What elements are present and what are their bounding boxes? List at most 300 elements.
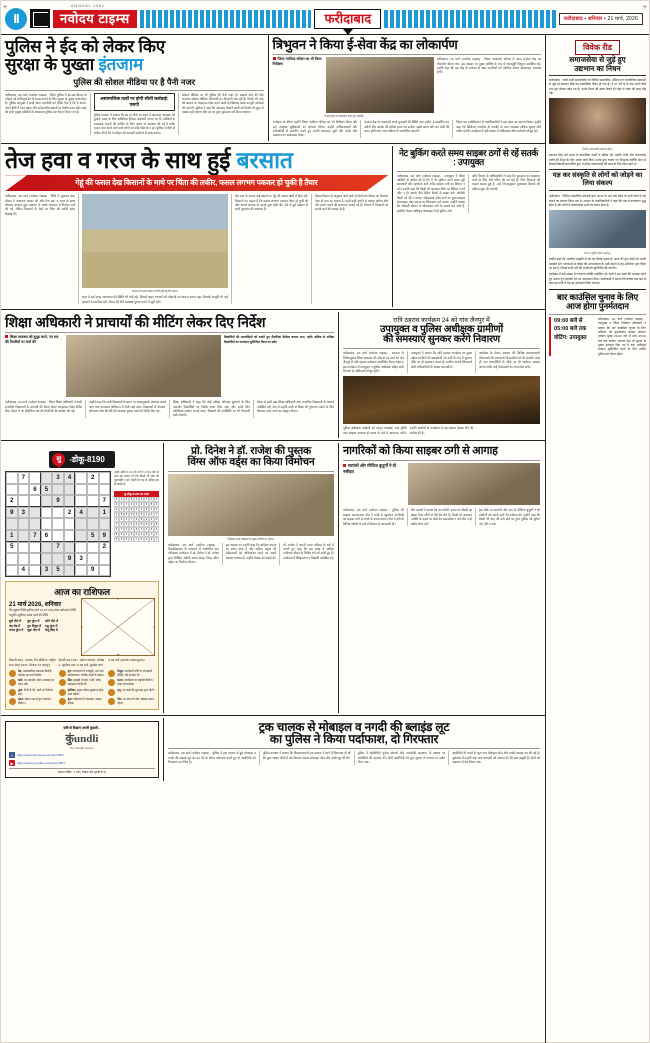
sudoku-answer-cell: 7 — [150, 532, 153, 536]
esewa-col-4 — [452, 120, 541, 138]
cyber-headline: नेट बुकिंग करते समय साइबर ठगों से रहें सतर्क : उपायुक्त — [398, 147, 539, 168]
loot-col-1: फरीदाबाद, 20 मार्च (नवोदय टाइम्स) : पुलिस ने ट्रक चालक से हुई मोबाइल व नगदी की ब्लाइंड लूट का 24 घंटे के भीतर पर्दाफाश करते हुए दो आरोपियों को गिरफ्तार कर लिया है। — [168, 751, 256, 765]
sudoku-cell[interactable] — [87, 507, 99, 519]
rashi-item[interactable] — [59, 670, 106, 678]
sudoku-cell[interactable] — [64, 565, 76, 577]
edition-city-tag[interactable]: फरीदाबाद — [314, 9, 381, 29]
sudoku-answer-cell: 4 — [150, 512, 153, 516]
sudoku-cell[interactable]: 2 — [87, 472, 99, 484]
sudoku-cell[interactable] — [41, 542, 53, 554]
sudoku-answer-cell: 5 — [120, 532, 123, 536]
sudoku-cell[interactable] — [41, 472, 53, 484]
sidebar-tag-wrap — [549, 37, 646, 55]
zodiac-icon — [9, 679, 16, 686]
rashi-item[interactable] — [59, 679, 106, 687]
sudoku-cell[interactable]: 3 — [52, 472, 64, 484]
planet-position: गुरु मिथुन में — [27, 623, 42, 628]
loot-cols — [168, 751, 540, 764]
weather-story[interactable] — [1, 146, 393, 307]
planet-position: केतु सिंह में — [45, 628, 58, 633]
sudoku-cell[interactable] — [41, 553, 53, 565]
city-tag-wrap — [314, 9, 381, 29]
loot-col-4: आरोपियों के कब्जे से लूटा गया मोबाइल फोन और नगदी बरामद कर ली गई है। पूछताछ में उन्होंने कई अन्य वारदातों को अंजाम देने की बात कबूली है। दोनों को अदालत में पेश किया गया। — [452, 751, 540, 765]
zodiac-icon — [9, 698, 16, 705]
sudoku-cell[interactable] — [29, 553, 41, 565]
ad-youtube-link[interactable] — [9, 760, 155, 766]
sidebar-headline-1: समाजसेवा से जुड़े हुए — [569, 55, 626, 64]
sudoku-cell[interactable] — [87, 553, 99, 565]
esewa-col-2 — [273, 120, 358, 138]
sudoku-answer-cell: 6 — [130, 532, 133, 536]
loot-story[interactable] — [164, 718, 544, 781]
sudoku-answer-cell: 9 — [120, 502, 123, 506]
sidebar-headline-2: उद्यभान का निधन — [574, 63, 621, 73]
sudoku-badge-icon: सु — [52, 453, 65, 466]
sudoku-answer-cell: 3 — [135, 497, 138, 501]
sudoku-answer-cell: 9 — [145, 522, 148, 526]
education-note-wrap — [224, 335, 334, 397]
sidebar-body-3: फरीदाबाद : विभिन्न सामाजिक संगठनों द्वारा 2026 के अंत तक प्रदेश के सभी गांवों में यज्ञ कराने का संकल्प लिया गया है। संगठन के पदाधिकारियों ने कहा कि यज्ञ से वातावरण शुद्ध होता है और लोगों में सकारात्मक ऊर्जा का संचार होता है। — [549, 194, 646, 207]
sudoku-answer-cell: 3 — [125, 522, 128, 526]
sudoku-cell[interactable] — [64, 542, 76, 554]
sudoku-cell[interactable] — [52, 507, 64, 519]
sudoku-cell[interactable] — [75, 484, 87, 496]
sudoku-cell[interactable] — [41, 518, 53, 530]
sudoku-answer-cell: 5 — [150, 527, 153, 531]
sudoku-cell[interactable] — [29, 565, 41, 577]
sudoku-cell[interactable] — [64, 495, 76, 507]
sudoku-side — [114, 471, 159, 577]
education-top-row — [5, 335, 334, 397]
planet-position: राहु कुंभ में — [45, 623, 58, 628]
sudoku-answer-cell: 7 — [145, 497, 148, 501]
sudoku-answer-cell: 7 — [130, 517, 133, 521]
sudoku-answer-cell: 5 — [155, 517, 158, 521]
rashi-item[interactable] — [108, 679, 155, 687]
ad-facebook-link[interactable] — [9, 752, 155, 758]
sudoku-grid[interactable] — [5, 471, 111, 577]
esewa-col-1-text: फरीदाबाद, 20 मार्च (नवोदय टाइम्स) : जिला न्यायालय परिसर में आज ई-सेवा केंद्र का लोकार्पण किया गया। इस अवसर पर मुख्य अतिथि के रूप में न्यायमूर्ति त्रिभुवन उपस्थित रहे। उन्होंने कहा कि इस केंद्र के माध्यम से आम नागरिकों को न्यायिक सेवाएं ऑनलाइन उपलब्ध होंगी। — [436, 57, 541, 75]
weather-col-2 — [231, 194, 308, 304]
education-photo-wrap — [66, 335, 221, 397]
education-col-1: फरीदाबाद, 20 मार्च (नवोदय टाइम्स) : जिला शिक्षा अधिकारी ने सभी राजकीय विद्यालयों के प्राचार्यों की बैठक लेकर आवश्यक दिशा-निर्देश दिए। बैठक में नए शैक्षणिक सत्र की तैयारियों की समीक्षा की गई। — [5, 400, 82, 414]
rashi-item[interactable] — [9, 698, 56, 706]
awareness-col-3: इस मौके पर सरपंचों और गांव के मौजिज बुजुर्गों ने भी ग्रामीणों को सतर्क रहने की नसीहत दी। उन्होंने कहा कि किसी भी तरह की ठगी होने पर तुरंत पुलिस को सूचित करें, देरी न करें। — [479, 508, 540, 526]
sudoku-cell[interactable] — [52, 484, 64, 496]
sudoku-cell[interactable] — [52, 518, 64, 530]
education-headline: शिक्षा अधिकारी ने प्राचार्यों की मीटिंग लेकर दिए निर्देश — [5, 314, 266, 331]
kundli-tv-ad[interactable] — [5, 721, 159, 778]
sudoku-answer-cell: 1 — [140, 527, 143, 531]
awareness-col-2: टीम प्रभारी ने बताया कि ठग लॉटरी, इनाम या नौकरी का झांसा देकर लोगों से पैसे ऐंठ लेते हैं। किसी भी अनजान व्यक्ति के कहने पर कोई ऐप डाउनलोड न करें और न ही स्क्रीन शेयर करें। — [411, 508, 472, 526]
lead-col-3 — [178, 93, 264, 135]
horoscope-tithi: चैत्र शुक्ल तिथि तृतीया (रात 11.57 तक) तथा तदोपरांत तिथि चतुर्थी। सूर्योदय समय वारों की तिथि : — [9, 608, 76, 617]
sudoku-cell[interactable] — [75, 542, 87, 554]
rashi-name: सिंह: — [67, 678, 74, 683]
weather-col-3 — [311, 194, 388, 304]
rashi-text: मेष: व्यावसायिक सफलता मिलेगी, परिश्रम का फल मिलेगा। — [18, 668, 53, 677]
sudoku-answer-cell: 9 — [140, 532, 143, 536]
sudoku-answer-cell: 7 — [125, 502, 128, 506]
rashi-name: धनु: — [117, 687, 123, 692]
sudoku-cell[interactable]: 4 — [75, 507, 87, 519]
sudoku-answer-cell: 5 — [125, 497, 128, 501]
sudoku-cell[interactable] — [6, 553, 18, 565]
sudoku-answer-head: सु-डोकू-8189 का उत्तर — [114, 491, 159, 497]
election-time-end: 05:00 बजे तक — [554, 326, 587, 333]
rashi-name: मीन: — [117, 697, 123, 702]
sudoku-answer-cell: 6 — [145, 507, 148, 511]
sudoku-cell[interactable] — [29, 472, 41, 484]
rashi-text: वृष: जल्दबाजी में मजबूती, अर्थ दशा संतोषजनक, धार्मिक कार्यों में रुझान। — [67, 668, 105, 677]
sudoku-cell[interactable] — [18, 484, 30, 496]
lead-headline-line1: पुलिस ने ईद को लेकर किए — [5, 37, 165, 56]
bottom-row — [1, 718, 545, 781]
sudoku-cell[interactable] — [41, 495, 53, 507]
sudoku-answer-cell: 7 — [120, 527, 123, 531]
sudoku-cell[interactable]: 9 — [87, 565, 99, 577]
awareness-col-1: फरीदाबाद, 20 मार्च (नवोदय टाइम्स) : पुलिस की साइबर जागरूकता टीम ने गांवों में पहुंचकर नागरिकों को साइबर ठगी से बचने के उपाय बताए। टीम ने ठगी के विभिन्न तरीकों के बारे में विस्तार से जानकारी दी। — [343, 508, 404, 526]
book-col-2: इस अवसर पर उन्होंने कहा कि साहित्य समाज का दर्पण होता है और कविता मनुष्य की संवेदनाओं को अभिव्यक्त करने का सबसे सशक्त माध्यम है। उन्होंने लेखक को बधाई दी। — [225, 542, 277, 560]
zodiac-icon — [108, 679, 115, 686]
lead-subhead: पुलिस की सोशल मीडिया पर है पैनी नजर — [73, 76, 196, 87]
education-col-3: शिक्षा अधिकारी ने कहा कि बोर्ड परीक्षा परिणाम सुधारने के लिए कमजोर विद्यार्थियों पर विशेष ध्यान दिया जाए और उनके लिए अतिरिक्त कक्षाएं लगाई जाएं। शिक्षकों की उपस्थिति पर भी निगरानी रखी जाएगी। — [173, 400, 250, 418]
planet-column — [9, 619, 23, 633]
education-photo — [66, 335, 221, 397]
nameplate-wrap — [53, 2, 137, 28]
ad-banner-text: छवि से दिखाएं अपनी कुंडली... — [63, 726, 101, 730]
sudoku-cell[interactable] — [87, 518, 99, 530]
sudoku-answer-cell: 4 — [140, 497, 143, 501]
night-headline-1: उपायुक्त व पुलिस अधीक्षक ग्रामीणों — [380, 324, 503, 336]
bullet-square-icon-2 — [5, 335, 8, 338]
page-content — [1, 35, 649, 1043]
sudoku-answer-cell: 4 — [135, 532, 138, 536]
sudoku-cell[interactable]: 7 — [18, 472, 30, 484]
weather-photo-caption: बरसात के कारण खेतों पर गिरी हुई गेहूं की फसल। — [132, 290, 178, 294]
sudoku-answer-cell: 2 — [155, 532, 158, 536]
sudoku-cell[interactable]: 5 — [52, 565, 64, 577]
sudoku-cell[interactable] — [99, 484, 111, 496]
sudoku-answer-cell: 5 — [140, 522, 143, 526]
lead-headline-accent: इंतजाम — [98, 55, 143, 75]
lead-headline-line2: सुरक्षा के पुख्ता इंतजाम — [5, 55, 143, 75]
sudoku-cell[interactable] — [6, 484, 18, 496]
sudoku-answer-cell: 3 — [155, 507, 158, 511]
sudoku-answer-cell: 1 — [130, 522, 133, 526]
rashi-name: कर्क: — [18, 678, 25, 683]
masthead — [1, 1, 649, 35]
dateline — [559, 13, 643, 25]
cyber-story[interactable] — [393, 146, 544, 307]
sudoku-cell[interactable]: 5 — [6, 542, 18, 554]
rashi-text: सिंह: हड़बड़ी में काम न करें, सोच-समझकर निर्णय लें। — [67, 678, 102, 687]
sudoku-cell[interactable] — [18, 530, 30, 542]
logo-block-icon — [30, 9, 50, 28]
sudoku-cell[interactable] — [52, 553, 64, 565]
dateline-date: 21 मार्च, 2026 — [607, 15, 638, 22]
cyber-cols — [397, 174, 540, 214]
rashi-item[interactable] — [59, 689, 106, 697]
horoscope-title: आज का राशिफल — [54, 587, 110, 598]
sudoku-cell[interactable] — [29, 542, 41, 554]
sudoku-answer-grid — [114, 497, 159, 542]
horoscope-planets — [9, 619, 78, 633]
sudoku-cell[interactable]: 3 — [18, 507, 30, 519]
zodiac-icon — [59, 679, 66, 686]
rashi-text: कन्या: कार्यस्थल पर सहयोग मिलेगा, यात्रा लाभदायक। — [117, 678, 154, 687]
sudoku-cell[interactable]: 7 — [99, 495, 111, 507]
sudoku-cell[interactable] — [6, 518, 18, 530]
night-stay-story[interactable] — [339, 312, 544, 438]
sudoku-answer-cell: 3 — [130, 537, 133, 541]
sudoku-cell[interactable] — [29, 495, 41, 507]
awareness-top — [343, 463, 540, 505]
sudoku-answer-cell: 6 — [155, 527, 158, 531]
main-column — [1, 35, 546, 1043]
esewa-photo — [326, 57, 434, 113]
esewa-headline: त्रिभुवन ने किया ई-सेवा केंद्र का लोकार्पण — [272, 37, 458, 52]
sudoku-cell[interactable] — [75, 530, 87, 542]
lead-col-3-text: सोशल मीडिया पर भी पुलिस की पैनी नजर है। साइबर सेल की टीम लगातार सोशल मीडिया प्लेटफॉर्म पर निगरानी रख रही है। किसी भी तरह की भ्रामक या भड़काऊ पोस्ट करने वालों के खिलाफ सख्त कानूनी कार्रवाई की जाएगी। पुलिस ने कहा कि अफवाह फैलाने वालों को किसी भी सूरत में बख्शा नहीं जाएगा और उन पर तुरंत मुकदमा दर्ज किया जाएगा। — [182, 92, 264, 115]
esewa-body-columns — [273, 120, 541, 138]
zodiac-icon — [108, 670, 115, 677]
rashi-item[interactable] — [9, 670, 56, 678]
mid-row — [1, 443, 545, 713]
sudoku-answer-cell: 8 — [150, 502, 153, 506]
book-body-cols — [168, 543, 334, 565]
sudoku-cell[interactable] — [87, 495, 99, 507]
loot-col-2: पुलिस प्रवक्ता ने बताया कि शिकायतकर्ता ट्रक चालक ने थाने में शिकायत दी थी कि कुछ अज्ञात लोगों ने उसे रोककर उसका मोबाइल फोन और नगदी लूट ली थी। — [262, 751, 351, 760]
sudoku-cell[interactable] — [18, 553, 30, 565]
sudoku-cell[interactable]: 9 — [64, 553, 76, 565]
publication-nameplate[interactable]: नवोदय टाइम्स — [53, 10, 137, 28]
rashi-text: धनु: नए कार्य की शुरुआत शुभ रहेगी। — [117, 687, 155, 692]
rashi-name: वृष: — [67, 668, 73, 673]
rashi-text: कर्क: मन उदासीन रहेगा, स्वास्थ्य का ध्यान रखें। — [18, 678, 54, 687]
zodiac-icon — [59, 698, 66, 705]
sudoku-cell[interactable]: 9 — [52, 495, 64, 507]
lead-story[interactable] — [1, 35, 269, 141]
sudoku-cell[interactable] — [29, 507, 41, 519]
sudoku-cell[interactable] — [18, 495, 30, 507]
weather-headline-accent: बरसात — [236, 146, 293, 173]
zodiac-icon — [59, 670, 66, 677]
sudoku-answer-cell: 1 — [125, 532, 128, 536]
sudoku-header — [5, 448, 159, 468]
sudoku-answer-cell: 6 — [135, 512, 138, 516]
sudoku-cell[interactable]: 4 — [64, 472, 76, 484]
established-text: ANNUAL 1981 — [71, 2, 105, 8]
sudoku-answer-cell: 2 — [120, 507, 123, 511]
sudoku-answer-cell: 1 — [155, 537, 158, 541]
election-time-start: 09:00 बजे से — [554, 317, 583, 324]
sudoku-cell[interactable]: 7 — [52, 542, 64, 554]
esewa-bullet: जिला न्यायिक परिसर का भी किया निरीक्षण — [272, 57, 322, 67]
sudoku-answer-cell: 6 — [115, 497, 118, 501]
sudoku-cell[interactable]: 4 — [18, 565, 30, 577]
election-body: फरीदाबाद, 20 मार्च (नवोदय टाइम्स) : उपायुक्त व जिला निर्वाचन अधिकारी ने बताया कि बार काउंसिल चुनाव के लिए शनिवार को पुनर्मतदान कराया जाएगा। मतदान सुबह 09:00 बजे से शाम 05:00 बजे तक चलेगा। मतदान केंद्र पर सुरक्षा के पुख्ता इंतजाम किए गए हैं तथा शांतिपूर्ण मतदान सुनिश्चित करने के लिए पर्याप्त पुलिस बल तैनात रहेगा। — [598, 316, 646, 356]
rashi-text: तुला: मित्रों से भेंट, खर्च पर नियंत्रण रखें। — [18, 687, 53, 696]
rashi-item[interactable] — [108, 698, 155, 706]
sudoku-cell[interactable]: 1 — [99, 507, 111, 519]
rashi-item[interactable] — [108, 670, 155, 678]
horoscope-section[interactable] — [5, 581, 159, 710]
sudoku-cell[interactable]: 6 — [29, 484, 41, 496]
ad-footer: रोजाना देखिए : 1 बजे | लेखक और गुरुजी के स. — [9, 768, 155, 774]
zodiac-icon — [9, 689, 16, 696]
sudoku-answer-cell: 2 — [150, 497, 153, 501]
sudoku-cell[interactable]: 3 — [41, 565, 53, 577]
esewa-story[interactable] — [269, 35, 545, 141]
sudoku-cell[interactable]: 1 — [6, 530, 18, 542]
rashi-text: मिथुन: कारोबारी मोर्चे पर लाभकारी स्थिति, धैर्य से काम लें। — [117, 668, 153, 677]
weather-col-2-text: तेज हवा के कारण कई स्थानों पर गेहूं की फसल खेतों में बिछ गई। किसानों का कहना है कि फसल लगभग पककर तैयार हो चुकी थी और अगले सप्ताह से कटाई शुरू होनी थी। ऐसे में हुई बरसात से भारी नुकसान की आशंका है। — [235, 194, 308, 212]
weather-col-3-text: मौसम विभाग के अनुसार आने वाले दो दिनों तक मौसम का मिजाज ऐसा ही बना रह सकता है। कहीं-कहीं हल्की से मध्यम बारिश और तेज हवाएं चलने की संभावना जताई गई है। विभाग ने किसानों को सतर्क रहने की सलाह दी है। — [315, 194, 388, 212]
sudoku-answer-cell: 9 — [130, 507, 133, 511]
sudoku-cell[interactable] — [75, 565, 87, 577]
sudoku-answer-cell: 6 — [120, 517, 123, 521]
horoscope-top — [9, 598, 155, 656]
publication-logo-icon[interactable]: II — [5, 8, 27, 30]
planet-position: चंद्र मेष में — [9, 623, 21, 628]
esewa-col-1 — [437, 57, 541, 113]
dateline-sep-2: • — [603, 15, 606, 22]
sudoku-answer-cell: 9 — [115, 527, 118, 531]
rashi-name: मकर: — [18, 697, 25, 702]
bullet-square-icon — [273, 57, 276, 60]
zodiac-icon — [108, 689, 115, 696]
sudoku-answer-cell: 6 — [140, 502, 143, 506]
sudoku-answer-cell: 2 — [145, 517, 148, 521]
sudoku-answer-cell: 6 — [150, 522, 153, 526]
sudoku-answer-cell: 4 — [130, 527, 133, 531]
rashi-text: मीन: धन लाभ के योग, स्वास्थ्य उत्तम रहेगा। — [117, 697, 154, 706]
night-photo — [343, 376, 540, 424]
sudoku-cell[interactable] — [99, 472, 111, 484]
sudoku-answer-cell: 3 — [145, 527, 148, 531]
education-col-4: बैठक में सभी खंड शिक्षा अधिकारी तथा राजकीय विद्यालयों के प्राचार्य उपस्थित रहे। अंत में उन्होंने सभी से शिक्षा की गुणवत्ता बढ़ाने के लिए मिलकर कार्य करने का आह्वान किया। — [257, 400, 334, 414]
sudoku-section[interactable] — [1, 443, 164, 713]
facebook-icon: f — [9, 752, 15, 758]
sudoku-cell[interactable] — [6, 472, 18, 484]
rashi-item[interactable] — [59, 698, 106, 706]
sudoku-answer-cell: 7 — [140, 507, 143, 511]
sudoku-cell[interactable] — [6, 565, 18, 577]
sudoku-cell[interactable] — [64, 530, 76, 542]
sudoku-title: -डोकू-8190 — [69, 455, 105, 465]
sudoku-cell[interactable]: 2 — [99, 542, 111, 554]
book-col-3: डॉ. राजेश ने अपनी रचना प्रक्रिया के बारे में बताते हुए कहा कि इस संग्रह में शामिल कविताएं जीवन के विविध रंगों को समेटे हुए हैं। कार्यक्रम में शिक्षकगण व विद्यार्थी उपस्थित रहे। — [283, 542, 335, 560]
awareness-story[interactable] — [339, 443, 544, 713]
sudoku-cell[interactable] — [18, 518, 30, 530]
election-headline-1: बार काउंसिल चुनाव के लिए — [556, 292, 639, 303]
esewa-bullet-wrap — [273, 57, 323, 113]
sudoku-cell[interactable]: 7 — [29, 530, 41, 542]
sudoku-answer-cell: 7 — [115, 522, 118, 526]
sudoku-cell[interactable]: 3 — [75, 553, 87, 565]
sudoku-answer-cell: 3 — [150, 517, 153, 521]
sudoku-cell[interactable]: 5 — [41, 484, 53, 496]
sidebar-mid-headline: यज्ञ कर संस्कृति से लोगों को जोड़ने का लिया संकल्प — [549, 169, 646, 191]
sudoku-answer-cell: 2 — [140, 537, 143, 541]
weather-redbar: गेहूं की फसल देख किसानों के माथे पर चिंता की लकीर, फसल लगभग पककर हो चुकी है तैयार — [5, 175, 388, 191]
planet-position: सूर्य मीन में — [9, 618, 22, 623]
lead-body-columns — [5, 93, 264, 135]
sudoku-cell[interactable] — [64, 484, 76, 496]
sudoku-cell[interactable] — [18, 542, 30, 554]
night-body-cols — [343, 351, 540, 373]
sudoku-cell[interactable] — [75, 518, 87, 530]
facebook-url: https://www.facebook.com/KundliTv — [17, 753, 65, 757]
rashi-item[interactable] — [9, 689, 56, 697]
top-stories-row — [1, 35, 545, 141]
election-timing-box — [549, 317, 595, 356]
decorative-bars-2 — [384, 10, 556, 28]
sudoku-cell[interactable] — [29, 518, 41, 530]
sudoku-cell[interactable] — [41, 507, 53, 519]
loot-col-3: पुलिस ने सीसीटीवी फुटेज खंगाले और तकनीकी सहायता के आधार पर आरोपियों की पहचान की। दोनों आरोपियों को गुप्त सूचना के आधार पर दबोच लिया गया। — [357, 751, 446, 765]
education-story[interactable] — [1, 312, 339, 438]
sudoku-answer-cell: 4 — [120, 522, 123, 526]
sudoku-cell[interactable] — [64, 518, 76, 530]
lead-col-2 — [90, 93, 176, 135]
youtube-icon: ▶ — [10, 760, 14, 766]
education-body-columns — [5, 400, 334, 418]
sudoku-cell[interactable]: 5 — [87, 530, 99, 542]
sidebar-tag[interactable]: विवेक रीड — [575, 40, 620, 55]
sudoku-answer-cell: 1 — [120, 497, 123, 501]
book-col-1: फरीदाबाद, 20 मार्च (नवोदय टाइम्स) : विश्वविद्यालय के सभागार में आयोजित एक गरिमामय कार्यक्रम में प्रो. दिनेश ने डॉ. राजेश द्वारा लिखित अंग्रेजी काव्य संग्रह 'विंग्स ऑफ वर्ड्स' का विमोचन किया। — [168, 542, 219, 565]
sudoku-answer-cell: 7 — [155, 512, 158, 516]
sudoku-cell[interactable]: 2 — [64, 507, 76, 519]
sudoku-cell[interactable] — [87, 542, 99, 554]
sudoku-cell[interactable]: 9 — [6, 507, 18, 519]
horoscope-date: 21 मार्च 2026, शनिवार — [9, 602, 61, 609]
sudoku-cell[interactable] — [99, 553, 111, 565]
ad-logo: कुंundli — [65, 733, 99, 745]
sudoku-cell[interactable] — [52, 530, 64, 542]
sidebar-headline — [549, 56, 646, 76]
book-story[interactable] — [164, 443, 339, 713]
rashi-name: तुला: — [18, 687, 24, 692]
sidebar-body-2: उद्यभान सिंह लंबे समय से सामाजिक कार्यों में सक्रिय रहे। उन्होंने गरीब और जरूरतमंद बच्चों की शिक्षा के लिए अनेक कार्य किए। उनके द्वारा चलाए गए निःशुल्क कोचिंग सेंटर से सैकड़ों विद्यार्थी लाभान्वित हुए। वे हमेशा जरूरतमंदों की मदद के लिए तत्पर रहते थे। — [549, 153, 646, 167]
sudoku-cell[interactable]: 2 — [6, 495, 18, 507]
election-story[interactable] — [549, 293, 646, 356]
esewa-col-3-text: ई-सेवा केंद्र पर वादकारी अपने मुकदमों की स्थिति जान सकेंगे, ई-फाइलिंग कर सकेंगे और आदेश की प्रतियां प्राप्त कर सकेंगे। इससे समय और धन दोनों की बचत होगी तथा न्याय प्रक्रिया में पारदर्शिता आएगी। — [364, 120, 450, 134]
sudoku-answer-cell: 9 — [125, 512, 128, 516]
sudoku-answer-cell: 1 — [115, 517, 118, 521]
planet-position: शुक्र मीन में — [27, 628, 41, 633]
night-col-4: पुलिस अधीक्षक ग्रामीणों को कानून व्यवस्था, नशा मुक्ति तथा साइबर अपराध से बचाव के बारे में जागरूक करेंगे। उन्होंने ग्रामीणों से कार्यक्रम में बढ़-चढ़कर हिस्सा लेने की अपील की है। — [343, 426, 474, 435]
sudoku-cell[interactable] — [87, 484, 99, 496]
ad-section[interactable] — [1, 718, 164, 781]
sudoku-answer-cell: 9 — [155, 497, 158, 501]
sudoku-cell[interactable] — [75, 495, 87, 507]
sudoku-cell[interactable]: 6 — [41, 530, 53, 542]
night-headline-2: की समस्याएं सुनकर करेंगे निवारण — [383, 334, 500, 346]
planet-column — [45, 619, 58, 633]
sudoku-cell[interactable]: 9 — [99, 530, 111, 542]
lead-col-1 — [5, 93, 87, 135]
rashi-item[interactable] — [108, 689, 155, 697]
sudoku-cell[interactable] — [99, 518, 111, 530]
book-headline-1: प्रो. दिनेश ने डॉ. राजेश की पुस्तक — [191, 445, 311, 458]
sudoku-cell[interactable] — [75, 472, 87, 484]
sudoku-cell[interactable] — [99, 565, 111, 577]
dateline-city: फरीदाबाद — [563, 15, 583, 22]
rashi-item[interactable] — [9, 679, 56, 687]
